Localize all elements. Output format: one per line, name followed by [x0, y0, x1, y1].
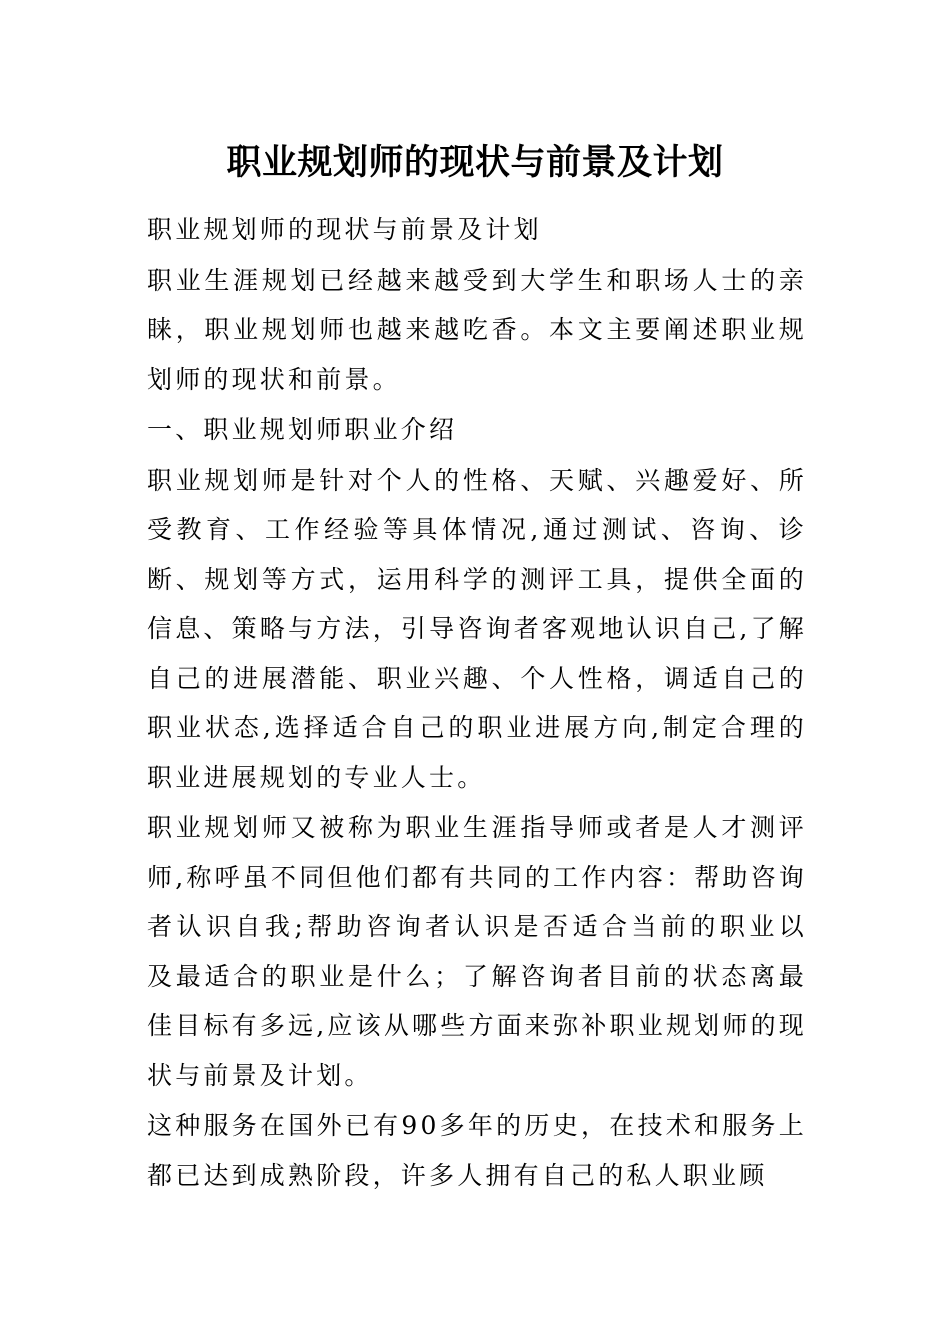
body-paragraph: 职业规划师是针对个人的性格、天赋、兴趣爱好、所受教育、工作经验等具体情况,通过测试、咨询、诊断、规划等方式，运用科学的测评工具，提供全面的信息、策略与方法，引导咨询者客观地认识自己,了解自己的进展潜能、职业兴趣、个人性格，调适自己的职业状态,选择适合自己的职业进展方向,制定合理的职业进展规划的专业人士。 [147, 465, 807, 792]
body-paragraph: 职业规划师又被称为职业生涯指导师或者是人才测评师,称呼虽不同但他们都有共同的工作内容：帮助咨询者认识自我;帮助咨询者认识是否适合当前的职业以及最适合的职业是什么；了解咨询者目前的状态离最佳目标有多远,应该从哪些方面来弥补职业规划师的现状与前景及计划。 [147, 813, 807, 1090]
intro-paragraph: 职业生涯规划已经越来越受到大学生和职场人士的亲睐，职业规划师也越来越吃香。本文主要阐述职业规划师的现状和前景。 [147, 265, 807, 394]
section-heading: 一、职业规划师职业介绍 [147, 415, 458, 444]
body-paragraph: 这种服务在国外已有90多年的历史，在技术和服务上都已达到成熟阶段，许多人拥有自己的私人职业顾 [147, 1111, 807, 1190]
subtitle-paragraph: 职业规划师的现状与前景及计划 [147, 215, 542, 244]
document-body [147, 205, 807, 1201]
document-title: 职业规划师的现状与前景及计划 [226, 142, 724, 183]
